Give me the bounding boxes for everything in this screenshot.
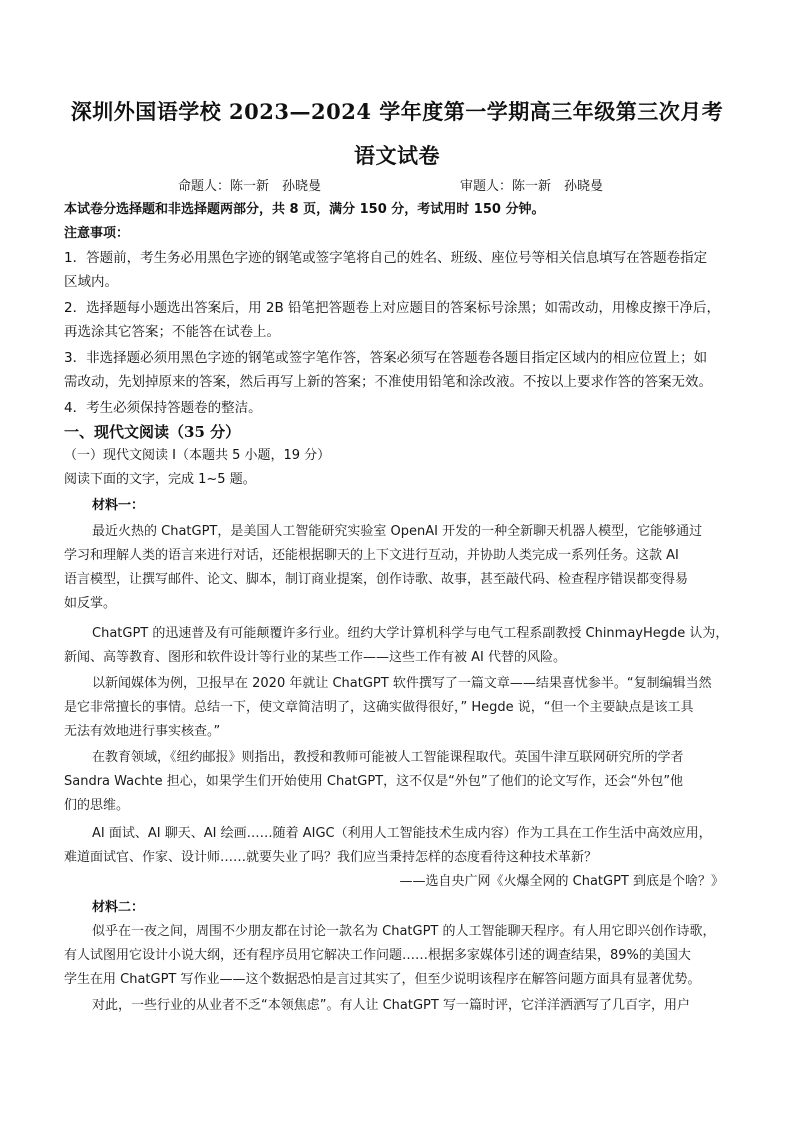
material-1-paragraph-1	[64, 520, 734, 616]
material-2-paragraph-1	[64, 920, 734, 992]
notes-heading: 注意事项：	[64, 226, 130, 241]
reviewer-text: 审题人：陈一新 孙晓曼	[460, 179, 604, 194]
note-1-line-2: 区域内。	[64, 274, 118, 290]
setter-text: 命题人：陈一新 孙晓曼	[178, 179, 322, 194]
text-line: 最近火热的 ChatGPT，是美国人工智能研究实验室 OpenAI 开发的一种全新聊天机器人模型，它能够通过	[92, 524, 703, 539]
note-4: 4．考生必须保持答题卷的整洁。	[64, 400, 262, 416]
note-1-line-1: 1．答题前，考生务必用黑色字迹的钢笔或签字笔将自己的姓名、班级、座位号等相关信息填写在答题卷指定	[64, 250, 708, 266]
text-line: ChatGPT 的迅速普及有可能颠覆许多行业。纽约大学计算机科学与电气工程系副教授 ChinmayHegde 认为，	[92, 626, 729, 641]
exam-intro: 本试卷分选择题和非选择题两部分，共 8 页，满分 150 分，考试用时 150 分钟。	[64, 202, 545, 217]
text-line: 是它非常擅长的事情。总结一下，使文章简洁明了，这确实做得很好，” Hegde 说，“但一个主要缺点是该工具	[64, 700, 694, 715]
text-line: 无法有效地进行事实核查。”	[64, 724, 221, 739]
text-line: 难道面试官、作家、设计师……就要失业了吗？我们应当秉持怎样的态度看待这种技术革新？	[64, 850, 598, 865]
text-line: 对此，一些行业的从业者不乏“本领焦虑”。有人让 ChatGPT 写一篇时评，它洋洋洒洒写了几百字，用户	[92, 998, 690, 1013]
text-line: 似乎在一夜之间，周围不少朋友都在讨论一款名为 ChatGPT 的人工智能聊天程序。有人用它即兴创作诗歌，	[92, 924, 716, 939]
exam-subtitle: 语文试卷	[354, 143, 440, 168]
material-2-paragraph-2	[64, 994, 734, 1018]
material-1-label: 材料一：	[92, 498, 145, 513]
text-line: 以新闻媒体为例，卫报早在 2020 年就让 ChatGPT 软件撰写了一篇文章——结果喜忧参半。“复制编辑当然	[92, 676, 712, 691]
section-1-title: 一、现代文阅读（35 分）	[64, 423, 241, 441]
note-3-line-1: 3．非选择题必须用黑色字迹的钢笔或签字笔作答，答案必须写在答题卷各题目指定区域内的相应位置上；如	[64, 350, 708, 366]
text-line: 有人试图用它设计小说大纲，还有程序员用它解决工作问题……根据多家媒体引述的调查结果，89%的美国大	[64, 948, 691, 963]
note-3-line-2: 需改动，先划掉原来的答案，然后再写上新的答案；不准使用铅笔和涂改液。不按以上要求作答的答案无效。	[64, 374, 712, 390]
text-line: 在教育领域，《纽约邮报》则指出，教授和教师可能被人工智能课程取代。英国牛津互联网研究所的学者	[92, 750, 684, 765]
exam-title: 深圳外国语学校 2023—2024 学年度第一学期高三年级第三次月考	[70, 99, 724, 124]
text-line: 新闻、高等教育、图形和软件设计等行业的某些工作——这些工作有被 AI 代替的风险。	[64, 650, 566, 665]
material-1-paragraph-3	[64, 672, 734, 744]
text-line: 们的思维。	[64, 798, 130, 813]
material-1-paragraph-4	[64, 746, 734, 818]
text-line: Sandra Wachte 担心，如果学生们开始使用 ChatGPT，这不仅是“外包”了他们的论文写作，还会“外包”他	[64, 774, 684, 789]
material-2-label: 材料二：	[92, 900, 145, 915]
section-1-subtitle: （一）现代文阅读 I（本题共 5 小题，19 分）	[64, 448, 331, 463]
text-line: 语言模型，让撰写邮件、论文、脚本，制订商业提案，创作诗歌、故事，甚至敲代码、检查程序错误都变得易	[64, 572, 689, 587]
text-line: 学生在用 ChatGPT 写作业——这个数据恐怕是言过其实了，但至少说明该程序在解答问题方面具有显著优势。	[64, 972, 701, 987]
material-1-paragraph-2	[64, 622, 734, 670]
note-2-line-1: 2．选择题每小题选出答案后，用 2B 铅笔把答题卷上对应题目的答案标号涂黑；如需改动，用橡皮擦干净后，	[64, 300, 721, 316]
text-line: 学习和理解人类的语言来进行对话，还能根据聊天的上下文进行互动，并协助人类完成一系列任务。这款 AI	[64, 548, 679, 563]
material-1-paragraph-5	[64, 822, 734, 870]
text-line: 如反掌。	[64, 596, 117, 611]
reading-instruction: 阅读下面的文字，完成 1~5 题。	[64, 472, 256, 487]
note-2-line-2: 再选涂其它答案；不能答在试卷上。	[64, 324, 280, 340]
text-line: AI 面试、AI 聊天、AI 绘画……随着 AIGC（利用人工智能技术生成内容）作为工具在工作生活中高效应用，	[92, 826, 712, 841]
material-1-source: ——选自央广网《火爆全网的 ChatGPT 到底是个啥？》	[399, 874, 724, 889]
